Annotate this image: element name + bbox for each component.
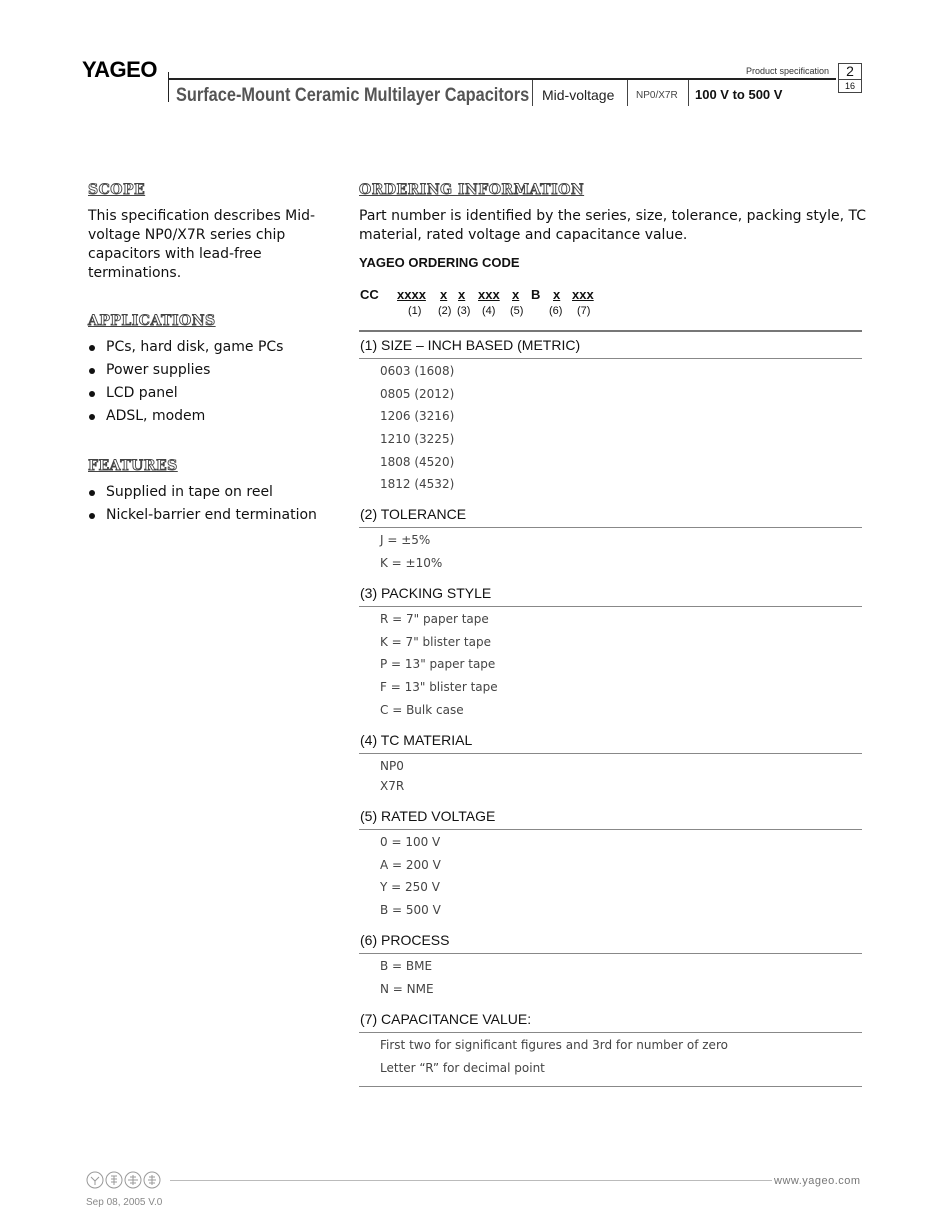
option-item: 1206 (3216)	[380, 409, 455, 423]
option-item: X7R	[380, 779, 405, 793]
scope-text	[88, 207, 315, 283]
option-item: K = ±10%	[380, 556, 443, 570]
group-heading-process: (6) PROCESS	[360, 932, 450, 948]
code-part-size: xxxx	[397, 287, 426, 302]
option-item: A = 200 V	[380, 858, 441, 872]
code-part-tc: xxx	[478, 287, 500, 302]
option-item: 0603 (1608)	[380, 364, 455, 378]
bullet-icon	[89, 391, 95, 397]
scope-line: terminations.	[88, 265, 182, 281]
group-rule	[359, 753, 862, 754]
list-item: Nickel-barrier end termination	[89, 506, 317, 529]
option-item: 0805 (2012)	[380, 387, 455, 401]
list-item: LCD panel	[89, 384, 283, 407]
bullet-icon	[89, 345, 95, 351]
bullet-icon	[89, 490, 95, 496]
group-rule	[359, 953, 862, 954]
option-item: B = BME	[380, 959, 433, 973]
option-item: Letter “R” for decimal point	[380, 1061, 545, 1075]
option-item: 1812 (4532)	[380, 477, 455, 491]
list-item: ADSL, modem	[89, 407, 283, 430]
option-item: K = 7" blister tape	[380, 635, 491, 649]
code-part-process: x	[553, 287, 561, 302]
option-item: 0 = 100 V	[380, 835, 441, 849]
list-item: PCs, hard disk, game PCs	[89, 338, 283, 361]
scope-heading: SCOPE	[88, 182, 146, 198]
bullet-icon	[89, 368, 95, 374]
code-number: (5)	[510, 305, 524, 317]
ordering-intro-line: Part number is identified by the series, size, tolerance, packing style, TC	[359, 208, 867, 224]
header-separator	[688, 80, 689, 106]
header-subtitle-mid: Mid-voltage	[542, 87, 615, 103]
option-item: C = Bulk case	[380, 703, 464, 717]
scope-line: capacitors with lead-free	[88, 246, 262, 262]
ordering-code-title: YAGEO ORDERING CODE	[359, 255, 520, 270]
group-heading-size: (1) SIZE – INCH BASED (METRIC)	[360, 337, 581, 353]
group-heading-packing: (3) PACKING STYLE	[360, 585, 492, 601]
group-rule	[359, 606, 862, 607]
code-part-tolerance: x	[440, 287, 448, 302]
pb-free-icon	[86, 1171, 104, 1189]
code-number: (6)	[549, 305, 563, 317]
header-separator	[627, 80, 628, 106]
group-heading-tc-material: (4) TC MATERIAL	[360, 732, 473, 748]
option-item: NP0	[380, 759, 404, 773]
group-rule	[359, 1032, 862, 1033]
group-rule	[359, 358, 862, 359]
group-rule	[359, 527, 862, 528]
bullet-icon	[89, 414, 95, 420]
page-title: Surface-Mount Ceramic Multilayer Capacitors	[176, 85, 530, 106]
code-number: (4)	[482, 305, 496, 317]
code-part-voltage: x	[512, 287, 520, 302]
group-rule	[359, 829, 862, 830]
option-item: 1210 (3225)	[380, 432, 455, 446]
option-item: 1808 (4520)	[380, 455, 455, 469]
page-number: 2	[839, 64, 861, 80]
option-item: B = 500 V	[380, 903, 441, 917]
features-heading: FEATURES	[88, 458, 178, 474]
group-heading-rated-voltage: (5) RATED VOLTAGE	[360, 808, 496, 824]
recycle-icon	[105, 1171, 123, 1189]
header-rule	[168, 78, 836, 80]
code-number: (3)	[457, 305, 471, 317]
code-part-fixed: B	[531, 287, 541, 302]
code-number: (7)	[577, 305, 591, 317]
code-part-packing: x	[458, 287, 466, 302]
option-item: P = 13" paper tape	[380, 657, 496, 671]
option-item: R = 7" paper tape	[380, 612, 489, 626]
environment-icon	[124, 1171, 142, 1189]
ordering-intro-line: material, rated voltage and capacitance value.	[359, 227, 688, 243]
yageo-logo: YAGEO	[82, 57, 157, 82]
page-number-box	[838, 63, 862, 93]
bullet-icon	[89, 513, 95, 519]
option-item: J = ±5%	[380, 533, 431, 547]
option-item: F = 13" blister tape	[380, 680, 498, 694]
tree-icon	[143, 1171, 161, 1189]
page-total: 16	[844, 81, 855, 91]
footer-rule	[170, 1180, 772, 1181]
footer-date: Sep 08, 2005 V.0	[86, 1197, 163, 1208]
ordering-heading: ORDERING INFORMATION	[359, 182, 585, 198]
ordering-table-top-rule	[359, 330, 862, 332]
footer-website: www.yageo.com	[774, 1175, 861, 1187]
list-item: Supplied in tape on reel	[89, 483, 317, 506]
spec-label: Product specification	[746, 66, 830, 76]
list-item: Power supplies	[89, 361, 283, 384]
header-subtitle-voltage: 100 V to 500 V	[695, 87, 783, 102]
footer-icons	[86, 1171, 161, 1189]
code-number: (1)	[408, 305, 422, 317]
code-part-capacitance: xxx	[572, 287, 594, 302]
code-number: (2)	[438, 305, 452, 317]
option-item: N = NME	[380, 982, 434, 996]
option-item: First two for significant figures and 3rd for number of zero	[380, 1038, 728, 1052]
group-heading-capacitance: (7) CAPACITANCE VALUE:	[360, 1011, 532, 1027]
ordering-intro	[359, 207, 866, 245]
scope-line: voltage NP0/X7R series chip	[88, 227, 286, 243]
header-left-divider	[168, 72, 169, 102]
header-subtitle-material: NP0/X7R	[636, 90, 678, 101]
scope-line: This specification describes Mid-	[88, 208, 316, 224]
group-heading-tolerance: (2) TOLERANCE	[360, 506, 467, 522]
ordering-table-bottom-rule	[359, 1086, 862, 1087]
applications-heading: APPLICATIONS	[88, 313, 216, 329]
header-separator	[532, 80, 533, 106]
applications-list	[89, 338, 283, 430]
features-list	[89, 483, 317, 529]
option-item: Y = 250 V	[380, 880, 440, 894]
code-part-series: CC	[360, 287, 379, 302]
